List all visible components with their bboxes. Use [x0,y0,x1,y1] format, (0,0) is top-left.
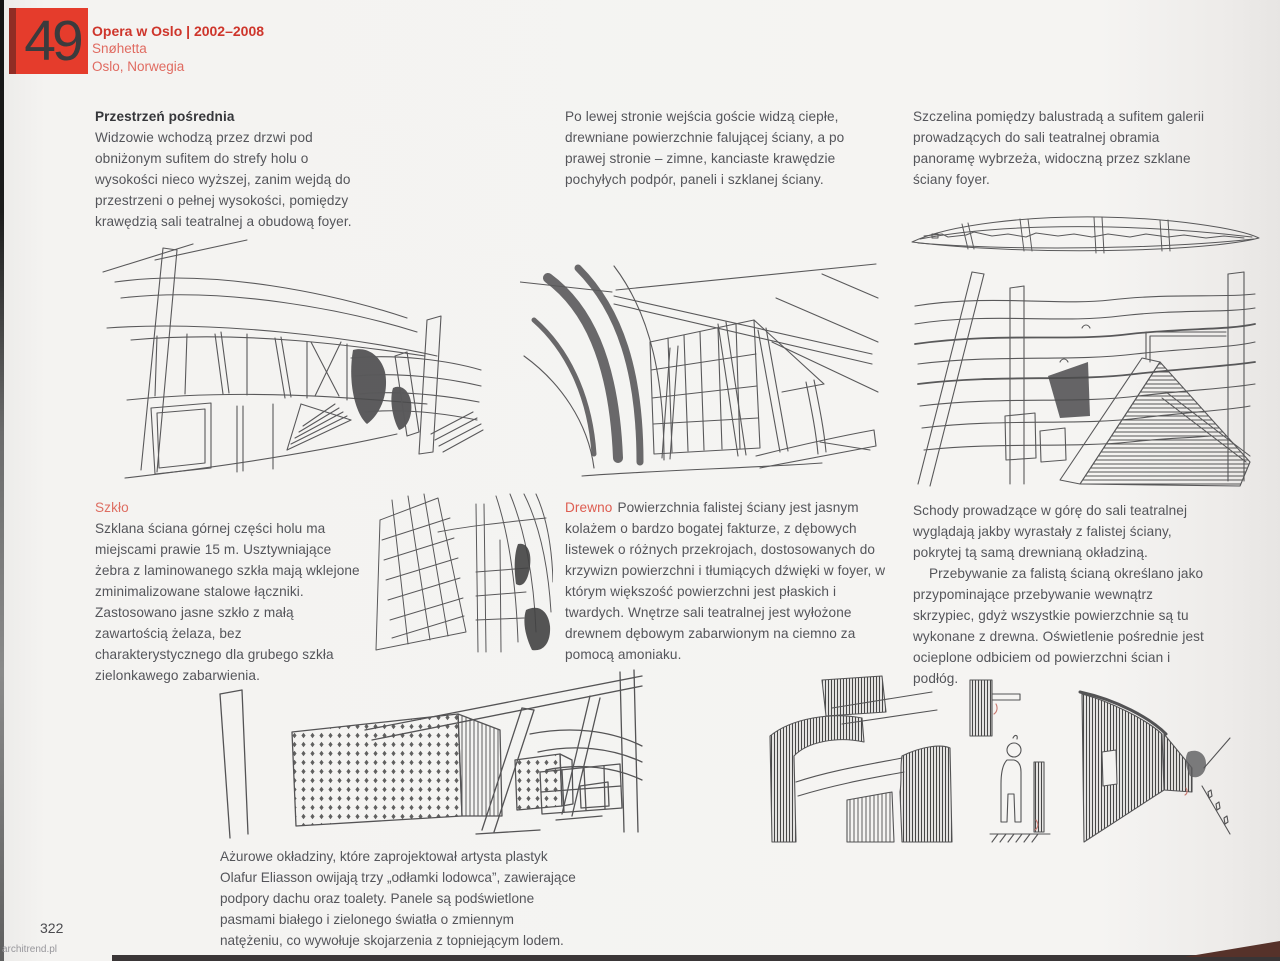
sketch-panorama-slit [908,212,1263,265]
page-title: Opera w Oslo | 2002–2008 [92,23,265,39]
glass-section [95,497,367,686]
intro-column-1 [95,106,365,232]
sketch-sculpture-studies [752,672,1232,853]
sketch-glass-corner-detail [368,492,553,665]
stairs-text-1: Schody prowadzące w górę do sali teatralnej wyglądają jakby wyrastały z falistej ściany, pokrytej tą samą drewnianą okładziną. [913,503,1188,560]
intro-column-3 [913,106,1213,190]
caption-text: Ażurowe okładziny, które zaprojektował artysta plastyk Olafur Eliasson owijają trzy „odłamki lodowca”, zawierające podpory dachu oraz toalety. Panele są podświetlone pasmami białego i zielonego światła o zmiennym natężeniu, co wywołuje skojarzenia z topniejącym lodem. [220,849,576,948]
page-number: 322 [40,920,64,936]
sketch-perforated-volume-hall [200,668,645,851]
stairs-section [913,500,1209,689]
sketch-foyer-low-ceiling [95,238,485,488]
wood-heading: Drewno [565,500,613,515]
project-number: 49 [24,8,80,73]
wood-section [565,497,887,665]
glass-heading: Szkło [95,500,129,515]
glass-text: Szklana ściana górnej części holu ma miejscami prawie 15 m. Usztywniające żebra z laminowanego szkła mają wklejone zminimalizowane stalowe łączniki. Zastosowano jasne szkło z małą zawartością żelaza, bez charakterystycznego dla grubego szkła zielonkawego zabarwienia. [95,521,360,683]
architect-name: Snøhetta [92,41,147,56]
stairs-text-2: Przebywanie za falistą ścianą określano jako przypominające przebywanie wewnątrz skrzypiec, gdyż wszystkie powierzchnie są tu wykonane z drewna. Oświetlenie pośrednie jest ocieplone odbiciem od powierzchni ścian i podłóg. [913,566,1204,686]
scan-left-edge [0,0,4,961]
intro-text-3: Szczelina pomiędzy balustradą a sufitem galerii prowadzących do sali teatralnej obramia panoramę wybrzeża, widoczną przez szklane ściany foyer. [913,109,1205,187]
intro-column-2 [565,106,883,190]
intro-text-1: Widzowie wchodzą przez drzwi pod obniżonym sufitem do strefy holu o wysokości nieco wyższej, zanim wejdą do przestrzeni o pełnej wysokości, pomiędzy krawędzią sali teatralnej a obudową foyer. [95,130,352,229]
scan-bottom-edge [112,955,1280,961]
header [92,22,264,76]
wood-text: Powierzchnia falistej ściany jest jasnym kolażem o bardzo bogatej fakturze, z dębowych listewek o różnych przekrojach, dostosowanych do krzywizn powierzchni i tłumiących dźwięki w foyer, w którym większość powierzchni jest płaskich i twardych. Wnętrze sali teatralnej jest wyłożone drewnem dębowym zabarwionym na ciemno za pomocą amoniaku. [565,500,886,662]
intro-heading: Przestrzeń pośrednia [95,109,235,124]
project-number-badge [16,8,88,74]
watermark: architrend.pl [2,944,58,955]
intro-text-2: Po lewej stronie wejścia goście widzą ciepłe, drewniane powierzchnie falującej ściany, a po prawej stronie – zimne, kanciaste krawędzie pochyłych podpór, paneli i szklanej ściany. [565,109,845,187]
figure-caption [220,846,576,951]
sketch-glass-facade-struts [520,262,880,487]
project-location: Oslo, Norwegia [92,59,185,74]
sketch-wavy-wall-stairs [910,266,1260,493]
